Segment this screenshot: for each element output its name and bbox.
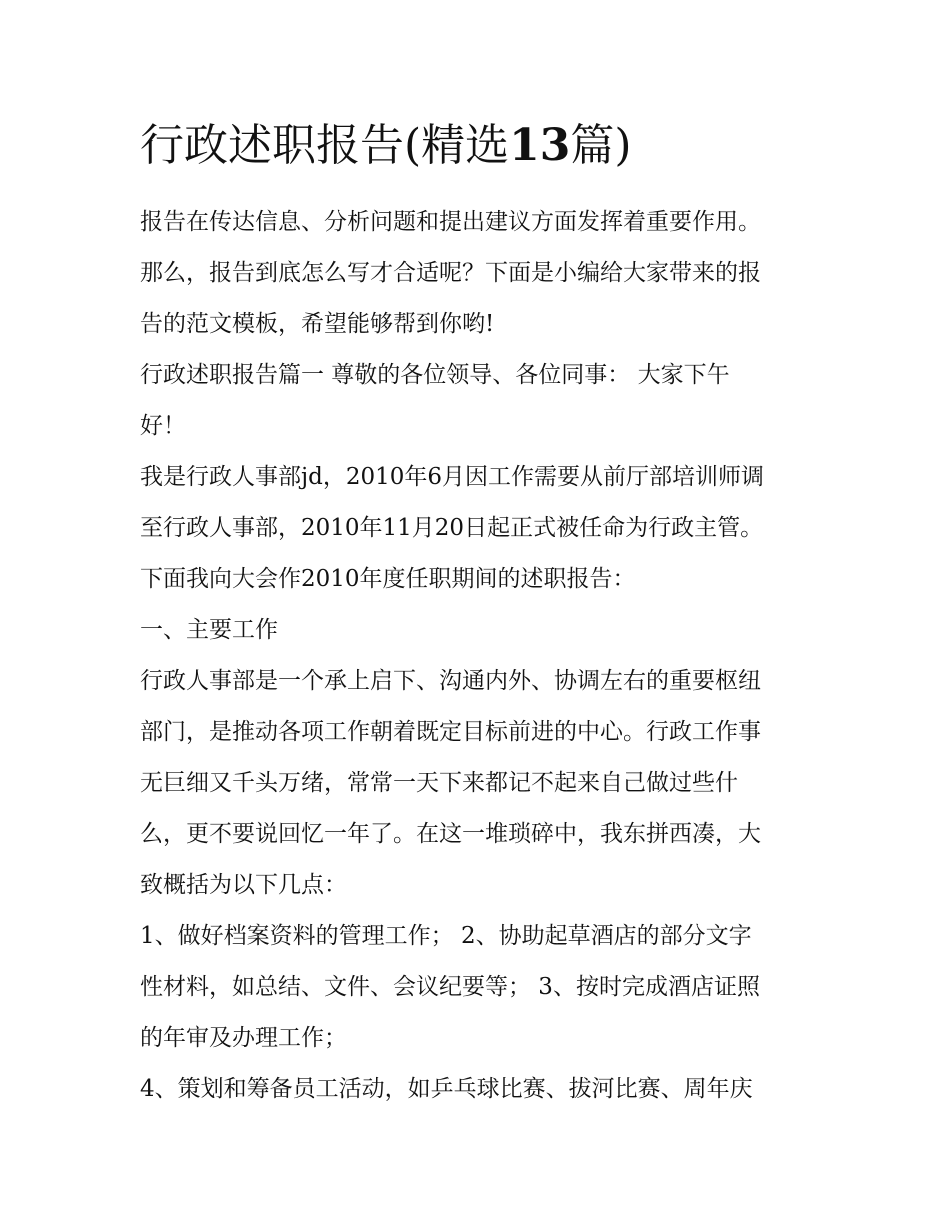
body-line-2: 那么，报告到底怎么写才合适呢？下面是小编给大家带来的报 [140, 260, 761, 286]
title-number: 13 [509, 120, 571, 171]
body-line-17: 的年审及办理工作； [140, 1025, 347, 1051]
body-line-13: 么，更不要说回忆一年了。在这一堆琐碎中，我东拼西凑，大 [140, 821, 761, 847]
body-line-8: 下面我向大会作2010年度任职期间的述职报告： [140, 566, 636, 592]
body-line-4: 行政述职报告篇一 尊敬的各位领导、各位同事： 大家下午 [140, 362, 730, 388]
body-line-5: 好！ [140, 413, 186, 439]
body-line-7: 至行政人事部，2010年11月20日起正式被任命为行政主管。 [140, 515, 764, 541]
body-line-16: 性材料，如总结、文件、会议纪要等； 3、按时完成酒店证照 [140, 974, 760, 1000]
body-line-3: 告的范文模板，希望能够帮到你哟! [140, 311, 495, 337]
title-main: 行政述职报告(精选 [140, 120, 510, 171]
body-line-15: 1、做好档案资料的管理工作； 2、协助起草酒店的部分文字 [140, 923, 752, 949]
body-line-1: 报告在传达信息、分析问题和提出建议方面发挥着重要作用。 [140, 209, 761, 235]
document-title [140, 118, 632, 174]
title-tail: 篇) [570, 120, 632, 171]
section-heading: 一、主要工作 [140, 617, 278, 643]
body-line-10: 行政人事部是一个承上启下、沟通内外、协调左右的重要枢纽 [140, 668, 761, 694]
body-line-18: 4、策划和筹备员工活动，如乒乓球比赛、拔河比赛、周年庆 [140, 1076, 753, 1102]
body-line-12: 无巨细又千头万绪，常常一天下来都记不起来自己做过些什 [140, 770, 738, 796]
body-line-6: 我是行政人事部jd，2010年6月因工作需要从前厅部培训师调 [140, 464, 765, 490]
body-line-11: 部门，是推动各项工作朝着既定目标前进的中心。行政工作事 [140, 719, 761, 745]
body-line-14: 致概括为以下几点： [140, 872, 347, 898]
